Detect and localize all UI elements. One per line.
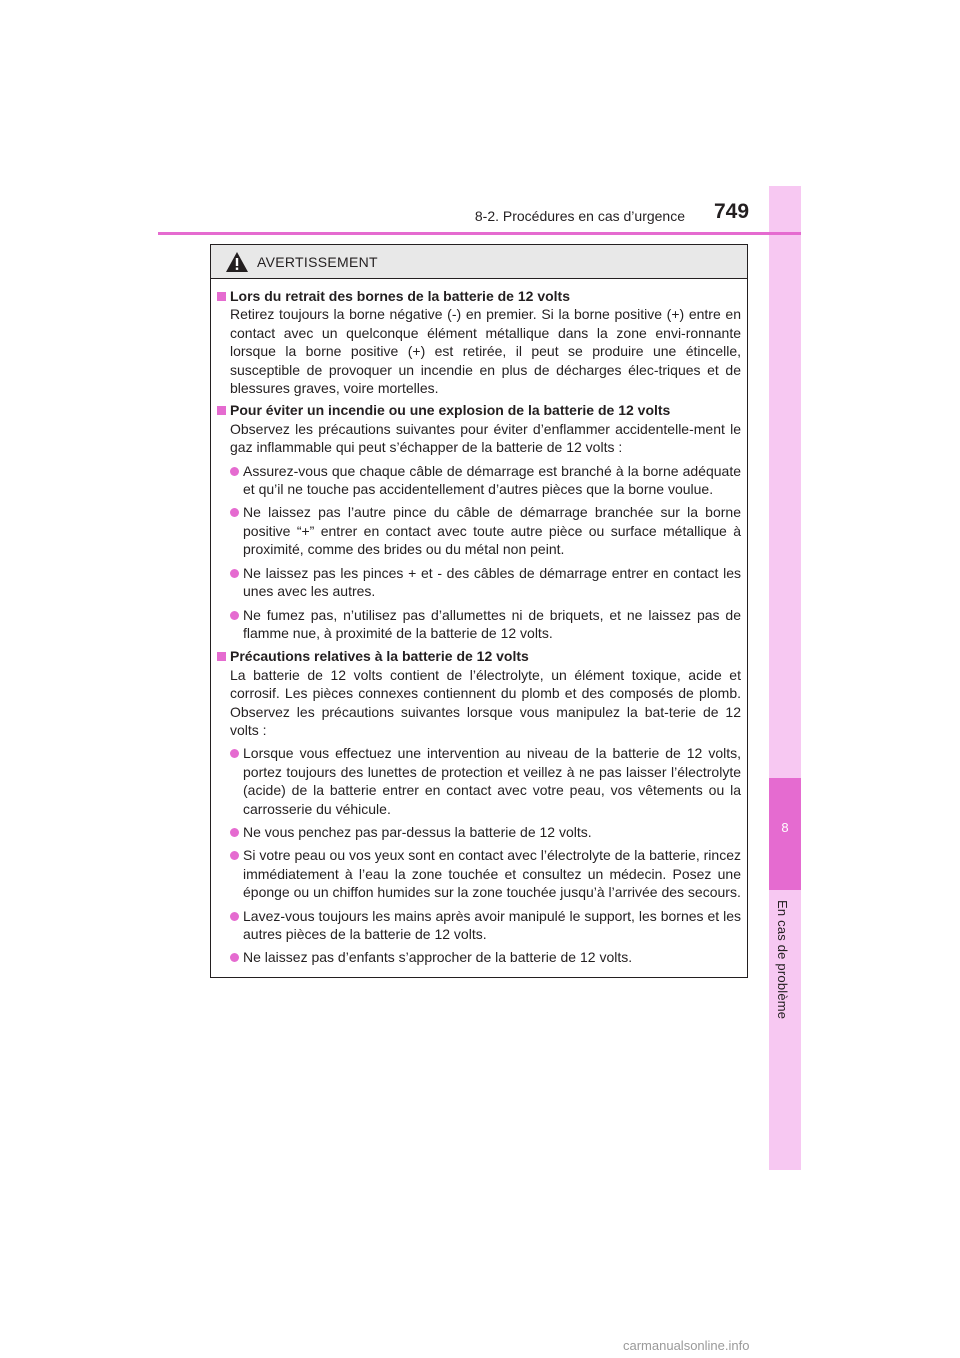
watermark: carmanualsonline.info <box>623 1338 750 1353</box>
bullet-item <box>230 564 741 601</box>
chapter-label: En cas de problème <box>775 900 790 1020</box>
bullet-item <box>230 948 741 966</box>
warning-box <box>210 244 748 978</box>
bullet-text: Ne laissez pas l’autre pince du câble de démarrage branchée sur la borne positive “+” entrer en contact avec toute autre pièce ou surface métallique à proximité, comme des brides ou du métal non peint. <box>243 504 741 558</box>
warning-section <box>217 647 741 967</box>
section-heading <box>217 401 741 419</box>
bullet-item <box>230 503 741 558</box>
warning-title: AVERTISSEMENT <box>257 253 378 270</box>
round-bullet-icon <box>230 828 239 837</box>
section-heading-text: Pour éviter un incendie ou une explosion de la batterie de 12 volts <box>230 402 671 419</box>
bullet-item <box>230 744 741 818</box>
warning-header <box>211 245 747 279</box>
round-bullet-icon <box>230 508 239 517</box>
warning-body <box>211 279 747 967</box>
round-bullet-icon <box>230 749 239 758</box>
warning-section <box>217 401 741 642</box>
round-bullet-icon <box>230 912 239 921</box>
bullet-text: Ne vous penchez pas par-dessus la batterie de 12 volts. <box>243 823 592 840</box>
bullet-text: Ne fumez pas, n’utilisez pas d’allumettes ni de briquets, et ne laissez pas de flamme nue, à proximité de la batterie de 12 volts. <box>243 606 741 641</box>
square-bullet-icon <box>217 652 226 661</box>
bullet-text: Ne laissez pas d’enfants s’approcher de la batterie de 12 volts. <box>243 949 633 966</box>
header-rule <box>158 232 801 235</box>
round-bullet-icon <box>230 611 239 620</box>
bullet-item <box>230 462 741 499</box>
section-paragraph: Observez les précautions suivantes pour éviter d’enflammer accidentelle-ment le gaz inflammable qui peut s’échapper de la batterie de 12 volts : <box>230 420 741 456</box>
warning-section <box>217 287 741 397</box>
section-heading-text: Lors du retrait des bornes de la batterie de 12 volts <box>230 288 570 304</box>
chapter-number-block <box>769 778 801 890</box>
square-bullet-icon <box>217 292 226 301</box>
bullet-text: Lorsque vous effectuez une intervention au niveau de la batterie de 12 volts, portez toujours des lunettes de protection et veillez à ne pas laisser l’électrolyte (acide) de la batterie entrer en contact avec votre peau, vos vêtements ou la carrosserie du véhicule. <box>243 745 741 817</box>
section-heading <box>217 647 741 665</box>
chapter-side-tab <box>769 186 801 1170</box>
section-heading <box>217 287 741 305</box>
bullet-item <box>230 846 741 901</box>
bullet-text: Assurez-vous que chaque câble de démarrage est branché à la borne adéquate et qu’il ne touche pas accidentellement d’autres pièces que la borne voulue. <box>243 462 741 498</box>
section-heading-text: Précautions relatives à la batterie de 12 volts <box>230 648 529 665</box>
round-bullet-icon <box>230 953 239 962</box>
bullet-item <box>230 823 741 841</box>
section-title: 8-2. Procédures en cas d’urgence <box>474 208 685 224</box>
bullet-text: Si votre peau ou vos yeux sont en contact avec l’électrolyte de la batterie, rincez immédiatement à l’eau la zone touchée et consultez un médecin. Posez une éponge ou un chiffon humides sur la zone touchée jusqu’à l’arrivée des secours. <box>243 847 741 901</box>
section-paragraph: La batterie de 12 volts contient de l’électrolyte, un élément toxique, acide et corrosif. Les pièces connexes contiennent du plomb et des composés de plomb. Observez les précautions suivantes lorsque vous manipulez la bat-terie de 12 volts : <box>230 666 741 738</box>
round-bullet-icon <box>230 467 239 476</box>
bullet-item <box>230 907 741 944</box>
round-bullet-icon <box>230 851 239 860</box>
chapter-number: 8 <box>781 820 789 835</box>
bullet-text: Ne laissez pas les pinces + et - des câbles de démarrage entrer en contact les unes avec les autres. <box>243 564 741 600</box>
round-bullet-icon <box>230 569 239 578</box>
warning-triangle-icon <box>225 251 249 273</box>
square-bullet-icon <box>217 406 226 415</box>
bullet-text: Lavez-vous toujours les mains après avoir manipulé le support, les bornes et les autres pièces de la batterie de 12 volts. <box>243 907 741 942</box>
section-paragraph: Retirez toujours la borne négative (-) en premier. Si la borne positive (+) entre en contact avec un quelconque élément métallique dans la zone envi-ronnante lorsque la borne positive (+) est retirée, il peut se produire une étincelle, susceptible de provoquer un incendie en plus de décharges élec-triques et de blessures graves, voire mortelles. <box>230 306 741 397</box>
bullet-item <box>230 606 741 643</box>
page-number: 749 <box>714 200 750 223</box>
